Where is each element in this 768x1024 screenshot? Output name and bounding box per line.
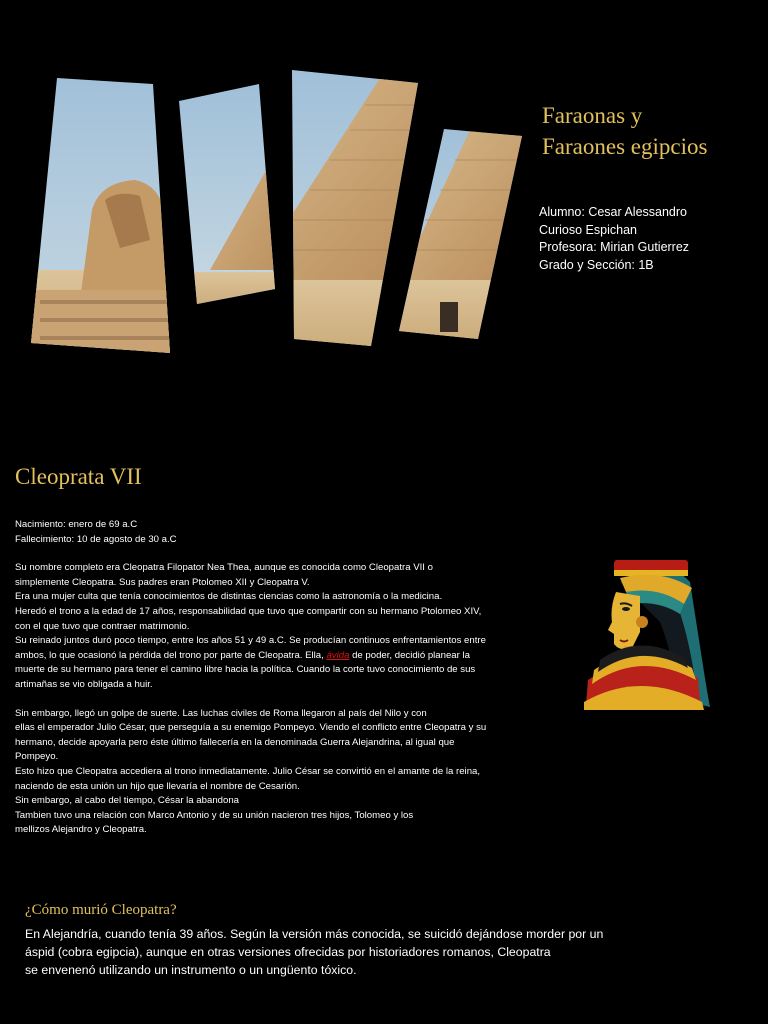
paragraph-line: Esto hizo que Cleopatra accediera al trono inmediatamente. Julio César se convirtió en el amante de la reina, (15, 765, 481, 777)
paragraph-line: Sin embargo, llegó un golpe de suerte. Las luchas civiles de Roma llegaron al país del Nilo y con (15, 707, 427, 719)
cleopatra-illustration (580, 552, 716, 712)
pyramid-photo-strip-right (390, 120, 530, 350)
death-date-line: Fallecimiento: 10 de agosto de 30 a.C (15, 533, 177, 545)
page-title-line2: Faraones egipcios (542, 134, 708, 159)
pyramid-photo-strip-left (170, 80, 300, 312)
birth-line: Nacimiento: enero de 69 a.C (15, 519, 138, 530)
paragraph-line: Su nombre completo era Cleopatra Filopator Nea Thea, aunque es conocida como Cleopatra VII o (15, 562, 433, 574)
paragraph-line: Tambien tuvo una relación con Marco Antonio y de su unión nacieron tres hijos, Tolomeo y los (15, 809, 414, 821)
biography-text (15, 518, 575, 838)
credit-grade: Grado y Sección: 1B (539, 257, 654, 272)
paragraph-line: Sin embargo, al cabo del tiempo, César la abandona (15, 795, 239, 807)
paragraph-line: mellizos Alejandro y Cleopatra. (15, 824, 147, 836)
death-text-line: En Alejandría, cuando tenía 39 años. Según la versión más conocida, se suicidó dejándose morder por un (25, 927, 604, 941)
credit-teacher: Profesora: Mirian Gutierrez (539, 240, 690, 254)
paragraph-line: Heredó el trono a la edad de 17 años, responsabilidad que tuvo que compartir con su hermano Ptolomeo XIV, (15, 605, 482, 617)
death-section-heading: ¿Cómo murió Cleopatra? (25, 902, 177, 918)
paragraph-line: Era una mujer culta que tenía conocimientos de distintas ciencias como la astronomía o la medicina. (15, 591, 443, 603)
paragraph-line: artimañas se vio obligada a huir. (15, 678, 153, 690)
avida-link[interactable]: ávida (326, 649, 350, 661)
text-span: de poder, decidió planear la (349, 649, 470, 661)
paragraph-line: ellas el emperador Julio César, que perseguía a su enemigo Pompeyo. Viendo el conflicto entre Cleopatra y su (15, 722, 487, 734)
credit-student-surname: Curioso Espichan (539, 222, 637, 237)
credits-block (539, 204, 689, 274)
paragraph-line: naciendo de esta unión un hijo que llevaría el nombre de Cesarión. (15, 780, 300, 792)
section-heading: Cleoprata VII (15, 464, 142, 489)
paragraph-line: con el que tuvo que contraer matrimonio. (15, 620, 190, 632)
paragraph-line: Pompeyo. (15, 751, 59, 763)
paragraph-line: Su reinado juntos duró poco tiempo, entre los años 51 y 49 a.C. Se producían continuos enfrentamientos entre (15, 635, 486, 647)
page-title (542, 100, 707, 162)
page-title-line1: Faraonas y (542, 103, 643, 128)
death-text-line: áspid (cobra egipcia), aunque en otras versiones ofrecidas por historiadores romanos, Cleopatra (25, 945, 551, 959)
paragraph-line: simplemente Cleopatra. Sus padres eran Ptolomeo XII y Cleopatra V. (15, 576, 310, 588)
pyramids-photo-strips (0, 0, 540, 360)
sphinx-photo-strip (0, 60, 200, 360)
paragraph-line: muerte de su hermano para tener el camino libre hacia la política. Cuando la corte tuvo conocimiento de sus (15, 664, 476, 676)
paragraph-line: hermano, decide apoyarla pero éste último fallecería en la denominada Guerra Alejandrina, al igual que (15, 736, 455, 748)
paragraph-line-avida (15, 649, 575, 664)
death-text-line: se envenenó utilizando un instrumento o un ungüento tóxico. (25, 963, 357, 977)
text-span: ambos, lo que ocasionó la pérdida del trono por parte de Cleopatra. Ella, (15, 649, 327, 661)
pyramids-collage (0, 0, 540, 360)
death-section-text (25, 925, 625, 979)
credit-student: Alumno: Cesar Alessandro (539, 205, 687, 219)
cleopatra-portrait (580, 552, 716, 712)
